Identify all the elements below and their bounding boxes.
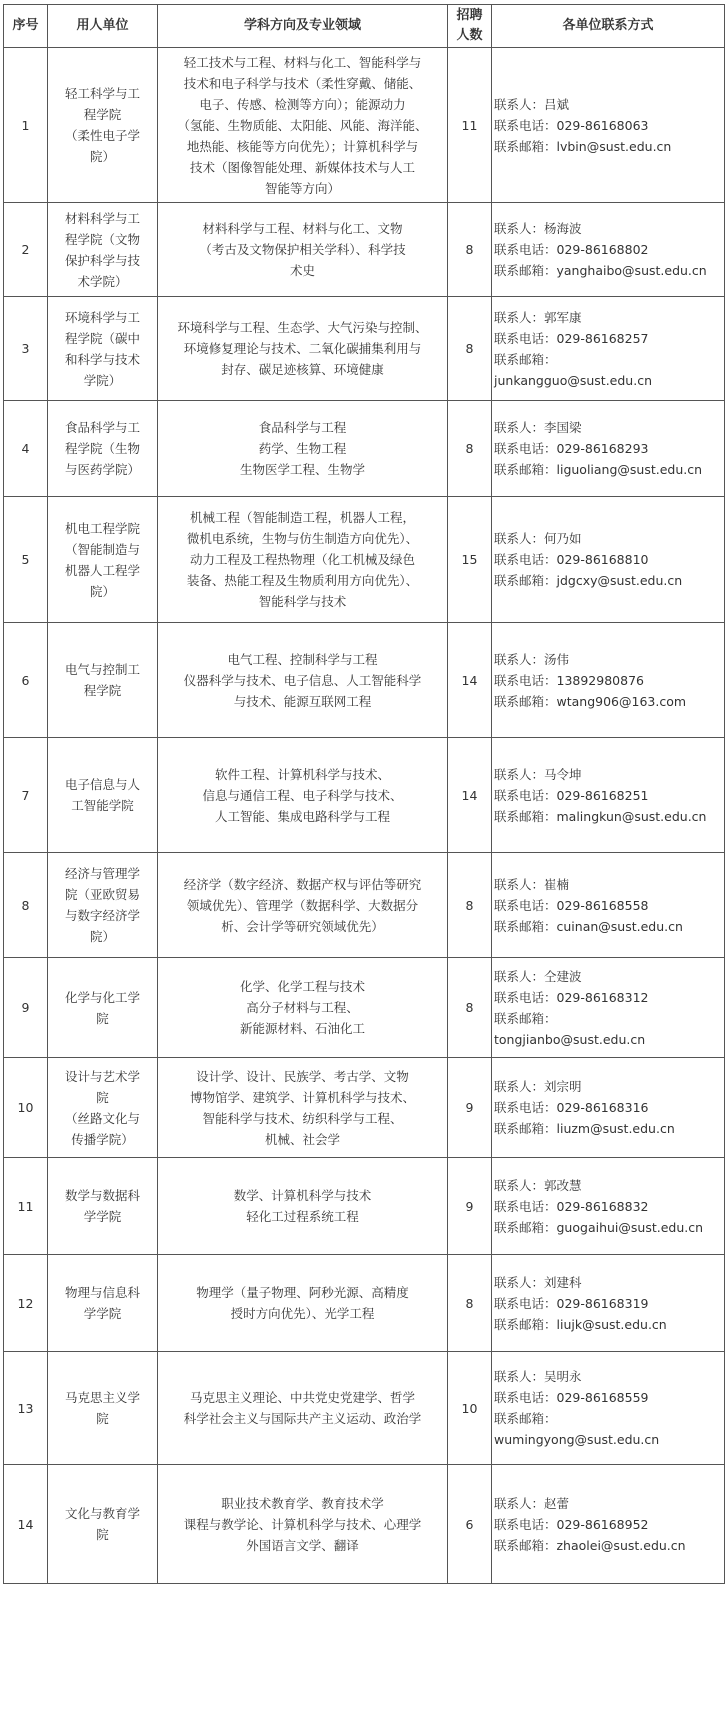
cell-contact-line: 联系电话：029-86168810 (494, 552, 649, 567)
cell-unit (48, 1158, 158, 1255)
cell-unit (48, 623, 158, 738)
cell-unit-line: 院（亚欧贸易 (64, 887, 140, 902)
cell-count: 8 (448, 1255, 492, 1352)
cell-contact-line: 联系电话：029-86168832 (494, 1198, 649, 1214)
cell-unit-line: 电子信息与人 (64, 777, 140, 792)
cell-field-line: 仪器科学与技术、电子信息、人工智能科学 (183, 672, 422, 688)
header-field: 学科方向及专业领域 (158, 5, 448, 48)
cell-no: 12 (4, 1255, 48, 1352)
cell-field-line: 智能等方向） (264, 180, 340, 196)
cell-unit (48, 297, 158, 401)
cell-unit-line: 学院） (83, 372, 122, 388)
cell-field-line: 析、会计学等研究领域优先） (221, 918, 384, 934)
cell-no: 8 (4, 853, 48, 958)
cell-count: 9 (448, 1158, 492, 1255)
cell-unit (48, 853, 158, 958)
cell-field-line: 课程与教学论、计算机科学与技术、心理学 (183, 1516, 422, 1532)
cell-contact-line: 联系邮箱：malingkun@sust.edu.cn (494, 808, 707, 824)
cell-contact-line: tongjianbo@sust.edu.cn (494, 1031, 646, 1047)
cell-field-line: 与技术、能源互联网工程 (233, 693, 372, 709)
cell-contact-line: 联系人：赵蕾 (494, 1495, 570, 1511)
cell-contact (492, 738, 725, 853)
cell-contact (492, 48, 725, 203)
cell-contact (492, 401, 725, 497)
cell-unit-line: 经济与管理学 (64, 866, 140, 881)
cell-field (158, 401, 448, 497)
cell-count: 15 (448, 497, 492, 623)
cell-field-line: 电气工程、控制科学与工程 (227, 651, 378, 667)
cell-contact (492, 623, 725, 738)
header-no: 序号 (4, 5, 48, 48)
cell-unit-line: 程学院（文物 (64, 231, 140, 247)
cell-contact-line: 联系人：仝建波 (494, 968, 582, 984)
cell-field-line: 动力工程及工程热物理（化工机械及绿色 (189, 552, 415, 567)
cell-contact-line: 联系人：刘建科 (494, 1274, 582, 1290)
cell-contact-line: 联系邮箱： (494, 1411, 557, 1426)
cell-field-line: 数学、计算机科学与技术 (233, 1188, 372, 1203)
cell-contact-line: 联系人：何乃如 (494, 531, 582, 546)
cell-contact (492, 1158, 725, 1255)
cell-unit-line: 物理与信息科 (64, 1285, 140, 1300)
cell-field-line: 轻化工过程系统工程 (246, 1209, 359, 1224)
cell-unit-line: 机电工程学院 (64, 520, 140, 536)
cell-contact-line: 联系人：吴明永 (494, 1369, 582, 1384)
cell-unit-line: 院） (89, 929, 115, 944)
cell-count: 10 (448, 1352, 492, 1465)
cell-no: 7 (4, 738, 48, 853)
cell-unit (48, 958, 158, 1058)
cell-field (158, 958, 448, 1058)
cell-field (158, 297, 448, 401)
cell-no: 4 (4, 401, 48, 497)
cell-contact-line: 联系邮箱：wtang906@163.com (494, 693, 687, 709)
cell-field-line: 药学、生物工程 (258, 441, 347, 456)
cell-field-line: 食品科学与工程 (258, 420, 347, 435)
cell-unit-line: 程学院 (83, 683, 122, 698)
table-row (4, 1255, 725, 1352)
cell-field-line: 智能科学与技术 (258, 594, 347, 609)
cell-count: 14 (448, 623, 492, 738)
cell-contact-line: 联系邮箱：liujk@sust.edu.cn (494, 1316, 667, 1332)
cell-count: 8 (448, 958, 492, 1058)
cell-contact-line: 联系邮箱：jdgcxy@sust.edu.cn (494, 573, 683, 588)
cell-contact-line: 联系邮箱：cuinan@sust.edu.cn (494, 918, 683, 934)
cell-contact-line: 联系邮箱：yanghaibo@sust.edu.cn (494, 263, 707, 278)
cell-contact-line: 联系电话：029-86168559 (494, 1390, 649, 1405)
cell-unit-line: 传播学院） (71, 1131, 134, 1147)
table-row (4, 1465, 725, 1584)
cell-field (158, 853, 448, 958)
cell-field-line: 封存、碳足迹核算、环境健康 (221, 362, 384, 377)
cell-field-line: 科学社会主义与国际共产主义运动、政治学 (183, 1411, 422, 1426)
cell-unit-line: 电气与控制工 (64, 662, 140, 677)
cell-field-line: 环境科学与工程、生态学、大气污染与控制、 (177, 320, 428, 335)
cell-no: 9 (4, 958, 48, 1058)
cell-unit (48, 1058, 158, 1158)
cell-count: 9 (448, 1058, 492, 1158)
cell-unit-line: （丝路文化与 (64, 1110, 140, 1126)
cell-contact-line: 联系邮箱：lvbin@sust.edu.cn (494, 138, 672, 154)
cell-count: 8 (448, 853, 492, 958)
table-row (4, 958, 725, 1058)
cell-field-line: 马克思主义理论、中共党史党建学、哲学 (189, 1390, 415, 1405)
cell-no: 2 (4, 203, 48, 297)
cell-contact-line: 联系人：吕斌 (494, 96, 570, 112)
cell-unit-line: 和科学与技术 (64, 351, 140, 367)
cell-contact-line: 联系电话：029-86168952 (494, 1516, 649, 1532)
cell-field-line: 机械、社会学 (264, 1131, 340, 1147)
cell-unit (48, 1465, 158, 1584)
cell-unit-line: 院） (89, 583, 115, 599)
cell-contact-line: 联系电话：029-86168293 (494, 441, 649, 456)
cell-unit-line: 程学院（生物 (64, 441, 140, 456)
cell-field-line: 授时方向优先）、光学工程 (230, 1306, 375, 1321)
cell-unit-line: 设计与艺术学 (64, 1068, 140, 1084)
cell-field (158, 738, 448, 853)
cell-field-line: 高分子材料与工程、 (246, 1000, 359, 1015)
cell-unit-line: 马克思主义学 (64, 1390, 140, 1405)
cell-field (158, 48, 448, 203)
cell-field-line: （考古及文物保护相关学科）、科学技 (199, 242, 406, 257)
cell-contact-line: 联系电话：029-86168802 (494, 242, 649, 257)
cell-unit-line: 院 (96, 1527, 109, 1542)
cell-field-line: 博物馆学、建筑学、计算机科学与技术、 (189, 1089, 415, 1105)
cell-no: 5 (4, 497, 48, 623)
table-row (4, 1352, 725, 1465)
cell-unit-line: 院 (96, 1010, 109, 1026)
cell-no: 6 (4, 623, 48, 738)
header-row (4, 5, 725, 48)
cell-unit-line: 院 (96, 1089, 109, 1105)
cell-contact-line: 联系电话：029-86168312 (494, 989, 649, 1005)
cell-unit-line: 化学与化工学 (64, 989, 140, 1005)
cell-field (158, 203, 448, 297)
cell-unit (48, 203, 158, 297)
cell-no: 11 (4, 1158, 48, 1255)
cell-contact-line: 联系电话：13892980876 (494, 672, 644, 688)
cell-field-line: 设计学、设计、民族学、考古学、文物 (196, 1068, 409, 1084)
cell-contact (492, 958, 725, 1058)
cell-field-line: 人工智能、集成电路科学与工程 (214, 808, 390, 824)
cell-contact-line: 联系电话：029-86168316 (494, 1100, 649, 1115)
cell-field-line: 术史 (289, 263, 315, 278)
cell-unit-line: 与医药学院） (64, 462, 140, 477)
cell-field (158, 1465, 448, 1584)
cell-unit-line: 工智能学院 (71, 798, 134, 813)
cell-field-line: 智能科学与技术、纺织科学与工程、 (202, 1110, 403, 1126)
cell-unit-line: 机器人工程学 (64, 562, 140, 578)
cell-contact-line: 联系邮箱： (494, 351, 557, 367)
cell-field (158, 1255, 448, 1352)
table-row (4, 623, 725, 738)
cell-contact-line: 联系邮箱： (494, 1010, 557, 1026)
cell-contact-line: 联系邮箱：liguoliang@sust.edu.cn (494, 462, 703, 477)
cell-unit-line: （柔性电子学 (64, 128, 140, 143)
header-count-line2: 人数 (456, 28, 483, 43)
cell-field-line: 材料科学与工程、材料与化工、文物 (202, 221, 403, 236)
cell-unit (48, 1352, 158, 1465)
cell-contact-line: 联系电话：029-86168558 (494, 897, 649, 913)
table-row (4, 297, 725, 401)
cell-contact-line: junkangguo@sust.edu.cn (494, 372, 652, 388)
cell-unit-line: 食品科学与工 (64, 420, 140, 435)
cell-field-line: 地热能、核能等方向优先）；计算机科学与 (186, 138, 419, 154)
cell-count: 8 (448, 203, 492, 297)
cell-unit-line: 程学院（碳中 (64, 330, 140, 346)
cell-unit (48, 401, 158, 497)
cell-unit (48, 48, 158, 203)
cell-contact-line: 联系人：郭军康 (494, 309, 582, 325)
cell-field-line: 外国语言文学、翻译 (246, 1537, 359, 1553)
cell-field-line: （氢能、生物质能、太阳能、风能、海洋能、 (177, 117, 428, 133)
table-row (4, 203, 725, 297)
cell-unit-line: 术学院） (77, 273, 128, 289)
cell-field-line: 化学、化学工程与技术 (239, 979, 365, 994)
table-row (4, 853, 725, 958)
cell-unit-line: 学学院 (83, 1306, 122, 1321)
cell-no: 3 (4, 297, 48, 401)
cell-unit (48, 497, 158, 623)
cell-unit (48, 738, 158, 853)
cell-no: 14 (4, 1465, 48, 1584)
cell-contact-line: 联系人：崔楠 (494, 876, 570, 892)
cell-count: 11 (448, 48, 492, 203)
cell-unit-line: 学学院 (83, 1209, 122, 1224)
cell-field-line: 装备、热能工程及生物质利用方向优先）、 (186, 573, 419, 588)
cell-contact-line: 联系人：刘宗明 (494, 1079, 582, 1094)
cell-field-line: 经济学（数字经济、数据产权与评估等研究 (183, 876, 422, 892)
cell-field-line: 技术（图像智能处理、新媒体技术与人工 (189, 159, 415, 175)
cell-contact-line: 联系人：郭改慧 (494, 1177, 582, 1193)
cell-unit-line: 数学与数据科 (64, 1188, 140, 1203)
cell-field-line: 环境修复理论与技术、二氧化碳捕集利用与 (183, 341, 422, 356)
cell-contact-line: 联系电话：029-86168319 (494, 1295, 649, 1311)
cell-contact (492, 1255, 725, 1352)
cell-field-line: 电子、传感、检测等方向）；能源动力 (199, 96, 406, 112)
cell-unit-line: 轻工科学与工 (64, 86, 140, 101)
cell-contact (492, 203, 725, 297)
table-row (4, 738, 725, 853)
cell-unit-line: 文化与教育学 (64, 1506, 140, 1521)
cell-field (158, 1158, 448, 1255)
cell-contact-line: 联系电话：029-86168063 (494, 117, 649, 133)
cell-count: 6 (448, 1465, 492, 1584)
cell-unit (48, 1255, 158, 1352)
cell-field-line: 软件工程、计算机科学与技术、 (214, 766, 390, 782)
cell-unit-line: 环境科学与工 (64, 309, 140, 325)
cell-no: 10 (4, 1058, 48, 1158)
cell-contact-line: 联系邮箱：liuzm@sust.edu.cn (494, 1121, 675, 1136)
cell-field-line: 微机电系统，生物与仿生制造方向优先）、 (186, 531, 419, 546)
cell-field-line: 轻工技术与工程、材料与化工、智能科学与 (183, 54, 422, 70)
cell-unit-line: （智能制造与 (64, 541, 140, 557)
cell-field-line: 物理学（量子物理、阿秒光源、高精度 (196, 1285, 409, 1300)
cell-field-line: 机械工程（智能制造工程，机器人工程， (189, 510, 415, 525)
cell-unit-line: 材料科学与工 (64, 210, 140, 226)
cell-contact (492, 1465, 725, 1584)
cell-contact-line: 联系电话：029-86168257 (494, 330, 649, 346)
table-row (4, 497, 725, 623)
cell-contact-line: 联系邮箱：guogaihui@sust.edu.cn (494, 1219, 704, 1235)
cell-count: 8 (448, 297, 492, 401)
cell-field-line: 技术和电子科学与技术（柔性穿戴、储能、 (183, 75, 422, 91)
cell-count: 14 (448, 738, 492, 853)
table-row (4, 1058, 725, 1158)
cell-field-line: 信息与通信工程、电子科学与技术、 (202, 787, 403, 803)
cell-field (158, 497, 448, 623)
table-row (4, 48, 725, 203)
cell-field-line: 领域优先）、管理学（数据科学、大数据分 (186, 897, 419, 913)
cell-field (158, 623, 448, 738)
cell-contact-line: 联系人：马令坤 (494, 766, 582, 782)
cell-unit-line: 程学院 (83, 107, 122, 122)
cell-unit-line: 院） (89, 149, 115, 164)
cell-field (158, 1058, 448, 1158)
cell-no: 13 (4, 1352, 48, 1465)
cell-contact (492, 853, 725, 958)
cell-contact (492, 297, 725, 401)
cell-field-line: 新能源材料、石油化工 (239, 1021, 365, 1036)
cell-count: 8 (448, 401, 492, 497)
table-row (4, 1158, 725, 1255)
table-row (4, 401, 725, 497)
cell-no: 1 (4, 48, 48, 203)
recruitment-table (3, 4, 725, 1584)
cell-contact-line: 联系人：汤伟 (494, 651, 570, 667)
header-unit: 用人单位 (48, 5, 158, 48)
header-count (448, 5, 492, 48)
cell-field (158, 1352, 448, 1465)
cell-contact-line: 联系人：李国梁 (494, 420, 582, 435)
cell-contact-line: 联系人：杨海波 (494, 221, 582, 236)
cell-contact (492, 1058, 725, 1158)
cell-unit-line: 院 (96, 1411, 109, 1426)
cell-contact-line: wumingyong@sust.edu.cn (494, 1432, 660, 1447)
header-count-line1: 招聘 (456, 8, 483, 23)
cell-unit-line: 保护科学与技 (64, 252, 140, 268)
cell-contact-line: 联系邮箱：zhaolei@sust.edu.cn (494, 1537, 686, 1553)
cell-contact (492, 1352, 725, 1465)
cell-contact (492, 497, 725, 623)
cell-field-line: 职业技术教育学、教育技术学 (221, 1495, 384, 1511)
cell-unit-line: 与数字经济学 (64, 908, 140, 923)
cell-contact-line: 联系电话：029-86168251 (494, 787, 649, 803)
header-contact: 各单位联系方式 (492, 5, 725, 48)
cell-field-line: 生物医学工程、生物学 (239, 462, 365, 477)
